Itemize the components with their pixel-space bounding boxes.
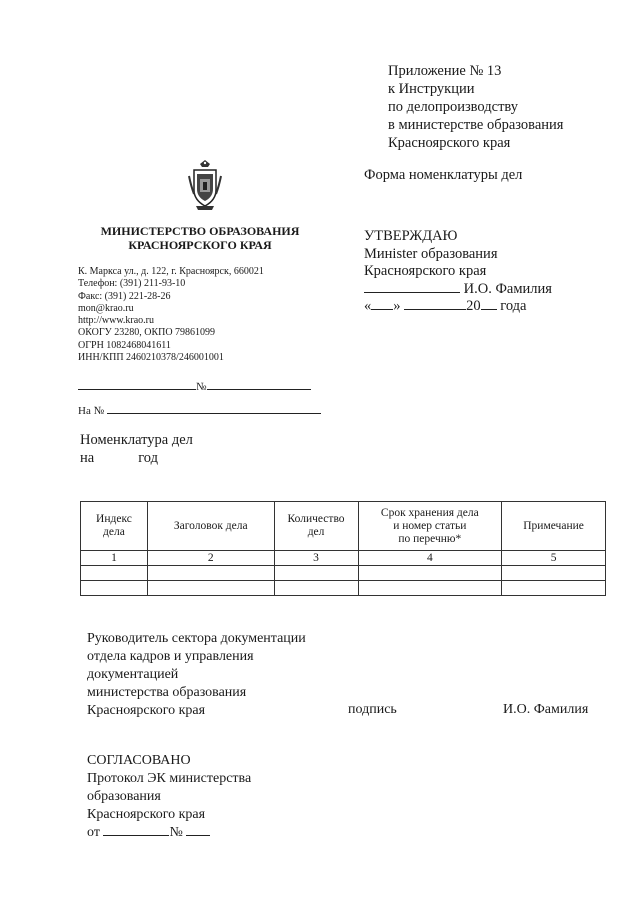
table-number-row [81,551,606,566]
year-blank [481,298,497,310]
agreed-line: образования [87,789,161,804]
approve-name: И.О. Фамилия [463,280,552,297]
approve-signature-line [364,281,552,299]
table-row [81,566,606,581]
date-blank [78,378,196,390]
okogu-okpo: ОКОГУ 23280, ОКПО 79861099 [78,327,216,339]
approve-title: УТВЕРЖДАЮ [364,228,458,244]
date-blank [103,824,169,836]
reference-label: На № [78,405,105,417]
ogrn: ОГРН 1082468041611 [78,339,171,351]
signer-line: министерства образования [87,685,247,700]
nomenclature-table [80,501,606,596]
approve-line: Красноярского края [364,263,487,279]
year-label: год [138,450,158,466]
year-prefix: 20 [466,298,481,314]
fax: Факс: (391) 221-28-26 [78,290,171,302]
nomenclature-year-line [80,449,193,467]
table-cell [502,566,606,581]
email: mon@krao.ru [78,302,134,314]
table-cell [81,566,148,581]
number-sign: № [169,825,183,840]
column-number: 4 [358,551,502,566]
header-note [502,502,606,551]
from-label: от [87,825,100,840]
appendix-line: Приложение № 13 [388,63,502,79]
ministry-name [78,224,322,252]
agreed-line: Протокол ЭК министерства [87,771,252,786]
registration-line [78,378,311,393]
signature-blank [364,281,460,293]
header-text: дела [103,526,125,538]
inn-kpp: ИНН/КПП 2460210378/246001001 [78,352,224,364]
column-number: 2 [147,551,274,566]
header-text: Срок хранения дела [380,506,479,519]
signer-line: Красноярского края [87,703,206,718]
column-number: 5 [502,551,606,566]
header-retention [358,502,502,551]
signer-line: Руководитель сектора документации [87,631,306,646]
column-number: 1 [81,551,148,566]
address: К. Маркса ул., д. 122, г. Красноярск, 660021 [78,266,264,277]
date-quote: » [393,298,401,314]
table-cell [358,566,502,581]
for-label: на [80,450,95,466]
table-cell [274,581,358,596]
table-cell [147,566,274,581]
table-cell [358,581,502,596]
signer-line: документацией [87,667,179,682]
nomenclature-title [80,431,193,467]
table-cell [502,581,606,596]
signature-label: подпись [348,702,397,717]
number-blank [207,378,311,390]
month-blank [404,298,466,310]
signer-block [87,630,306,720]
appendix-line: к Инструкции [388,81,475,97]
coat-of-arms-icon [188,160,222,212]
ministry-contacts [78,266,264,364]
header-text: и номер статьи [393,519,467,532]
agreed-date-line [87,824,251,842]
year-suffix: года [500,298,527,314]
approve-line: Минister образования [364,245,498,262]
table-row [81,581,606,596]
signer-name: И.О. Фамилия [503,702,589,717]
date-quote: « [364,298,372,314]
header-text: Заголовок дела [173,519,248,532]
phone: Телефон: (391) 211-93-10 [78,278,186,290]
number-sign: № [196,381,207,393]
agreed-line: Красноярского края [87,807,206,822]
appendix-line: в министерстве образования [388,117,564,133]
column-number: 3 [274,551,358,566]
agreed-title: СОГЛАСОВАНО [87,753,191,768]
number-blank [186,824,210,836]
table-cell [274,566,358,581]
appendix-block [388,62,563,152]
table-header-row [81,502,606,551]
ministry-name-line: КРАСНОЯРСКОГО КРАЯ [128,238,272,252]
day-blank [371,298,393,310]
header-text: Примечание [523,519,584,532]
reference-line [78,402,321,417]
website: http://www.krao.ru [78,315,155,327]
header-text: Индекс [96,513,132,525]
approval-block [364,228,552,316]
ministry-name-line: МИНИСТЕРСТВО ОБРАЗОВАНИЯ [100,224,300,238]
signer-line: отдела кадров и управления [87,649,254,664]
agreed-block [87,752,251,842]
header-title [147,502,274,551]
reference-blank [107,402,321,414]
header-text: Количество [287,513,345,525]
header-text: по перечню* [398,532,462,545]
nomenclature-heading: Номенклатура дел [80,432,193,448]
approve-date-line [364,298,552,316]
header-index [81,502,148,551]
header-text: дел [307,526,325,538]
header-count [274,502,358,551]
table-cell [147,581,274,596]
form-title: Форма номенклатуры дел [364,167,523,183]
appendix-line: Красноярского края [388,135,511,151]
table-cell [81,581,148,596]
appendix-line: по делопроизводству [388,99,519,115]
